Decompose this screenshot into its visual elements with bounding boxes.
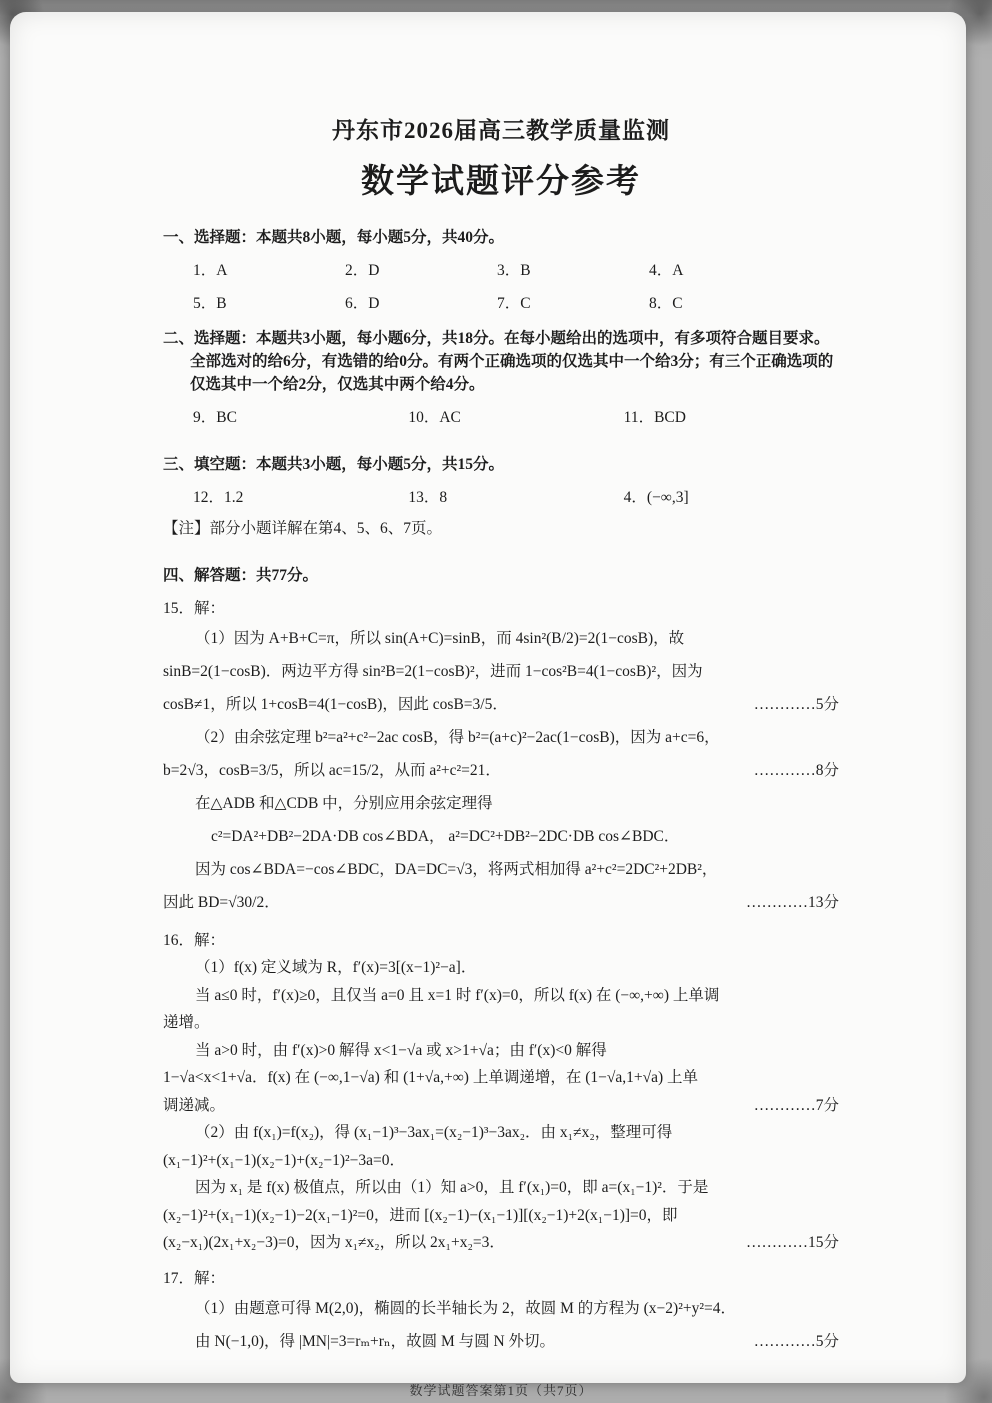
page-content — [10, 12, 966, 1398]
answer-item: 6．D — [345, 295, 380, 312]
solution-line — [163, 1147, 839, 1175]
answer-item: 10．AC — [408, 409, 461, 426]
solution-text: 由 N(−1,0)，得 |MN|=3=rₘ+rₙ，故圆 M 与圆 N 外切。 — [195, 1332, 556, 1350]
solution-line — [163, 1009, 839, 1037]
page-subtitle: 数学试题评分参考 — [361, 164, 641, 200]
solution-text: sinB=2(1−cosB)．两边平方得 sin²B=2(1−cosB)²，进而 1−cos²B=4(1−cosB)²，因为 — [163, 663, 703, 680]
answer-item: 5．B — [193, 295, 227, 312]
page-footer: 数学试题答案第1页（共7页） — [409, 1382, 593, 1398]
answer-item: 2．D — [345, 262, 380, 279]
score-mark: …………5分 — [753, 696, 839, 713]
problem17-label: 17．解： — [163, 1269, 226, 1287]
section1-answers-row2 — [163, 293, 839, 315]
solution-line — [163, 820, 839, 853]
solution-text: b=2√3，cosB=3/5，所以 ac=15/2，从而 a²+c²=21． — [163, 762, 501, 779]
solution-text: cosB≠1，所以 1+cosB=4(1−cosB)，因此 cosB=3/5． — [163, 696, 508, 713]
problem16-solution — [163, 954, 839, 1257]
answer-item: 9．BC — [193, 409, 237, 426]
solution-line — [163, 688, 839, 721]
solution-line — [163, 622, 839, 655]
solution-line — [163, 886, 839, 919]
answer-item: 4．A — [649, 262, 684, 279]
solution-text: （1）因为 A+B+C=π，所以 sin(A+C)=sinB，而 4sin²(B/2)=2(1−cosB)，故 — [195, 630, 685, 647]
problem15-label: 15．解： — [163, 600, 226, 617]
paper-sheet — [10, 12, 966, 1398]
score-mark: …………13分 — [745, 894, 839, 911]
solution-text: 因此 BD=√30/2． — [163, 894, 280, 911]
section3-answers — [163, 487, 839, 509]
solution-line — [163, 1229, 839, 1257]
solution-text: （2）由余弦定理 b²=a²+c²−2ac cosB，得 b²=(a+c)²−2ac(1−cosB)，因为 a+c=6， — [195, 729, 720, 746]
problem17-solution — [163, 1292, 839, 1358]
answer-item: 4．(−∞,3] — [623, 489, 689, 506]
solution-text: （1）由题意可得 M(2,0)，椭圆的长半轴长为 2，故圆 M 的方程为 (x−2)²+y²=4． — [195, 1299, 736, 1317]
solution-text: 因为 cos∠BDA=−cos∠BDC，DA=DC=√3，将两式相加得 a²+c²=2DC²+2DB²， — [195, 861, 718, 878]
solution-line — [163, 853, 839, 886]
solution-text: 当 a>0 时，由 f′(x)>0 解得 x<1−√a 或 x>1+√a；由 f′(x)<0 解得 — [195, 1041, 607, 1059]
solution-text: 当 a≤0 时，f′(x)≥0，且仅当 a=0 且 x=1 时 f′(x)=0，所以 f(x) 在 (−∞,+∞) 上单调 — [195, 986, 720, 1004]
score-mark: …………5分 — [753, 1332, 839, 1350]
solution-line — [163, 721, 839, 754]
detail-note: 【注】部分小题详解在第4、5、6、7页。 — [163, 520, 443, 537]
solution-line — [163, 982, 839, 1010]
solution-text: （1）f(x) 定义域为 R，f′(x)=3[(x−1)²−a]． — [195, 959, 477, 976]
section2-answers — [163, 407, 839, 429]
solution-line — [163, 954, 839, 982]
solution-line — [163, 787, 839, 820]
section2-heading: 二、选择题：本题共3小题，每小题6分，共18分。在每小题给出的选项中，有多项符合题目要求。全部选对的给6分，有选错的给0分。有两个正确选项的仅选其中一个给3分；有三个正确选项的仅选其中一个给2分，仅选其中两个给4分。 — [163, 330, 834, 393]
solution-text: 1−√a<x<1+√a．f(x) 在 (−∞,1−√a) 和 (1+√a,+∞) 上单调递增，在 (1−√a,1+√a) 上单 — [163, 1069, 699, 1086]
solution-line — [163, 754, 839, 787]
solution-text: （2）由 f(x₁)=f(x₂)，得 (x₁−1)³−3ax₁=(x₂−1)³−3ax₂．由 x₁≠x₂，整理可得 — [195, 1124, 673, 1141]
solution-line — [163, 1292, 839, 1325]
solution-line — [163, 1092, 839, 1120]
solution-line — [163, 1325, 839, 1358]
answer-item: 12．1.2 — [193, 489, 244, 506]
score-mark: …………8分 — [753, 762, 839, 779]
solution-text: (x₂−x₁)(2x₁+x₂−3)=0，因为 x₁≠x₂，所以 2x₁+x₂=3． — [163, 1234, 505, 1251]
section4-heading: 四、解答题：共77分。 — [163, 567, 319, 584]
solution-text: 调递减。 — [163, 1096, 226, 1114]
answer-item: 8．C — [649, 295, 683, 312]
answer-item: 11．BCD — [623, 409, 686, 426]
solution-line — [163, 1119, 839, 1147]
answer-item: 1．A — [193, 262, 228, 279]
problem16-label: 16．解： — [163, 932, 226, 949]
solution-line — [163, 1064, 839, 1092]
score-mark: …………15分 — [745, 1234, 839, 1251]
problem15-solution — [163, 622, 839, 919]
answer-item: 3．B — [497, 262, 531, 279]
section1-answers-row1 — [163, 260, 839, 282]
solution-line — [163, 1202, 839, 1230]
solution-text: 递增。 — [163, 1014, 210, 1031]
answer-item: 13．8 — [408, 489, 448, 506]
solution-text: 因为 x₁ 是 f(x) 极值点，所以由（1）知 a>0，且 f′(x₁)=0，即 a=(x₁−1)²．于是 — [195, 1179, 709, 1196]
answer-item: 7．C — [497, 295, 531, 312]
section3-heading: 三、填空题：本题共3小题，每小题5分，共15分。 — [163, 456, 505, 473]
section1-heading: 一、选择题：本题共8小题，每小题5分，共40分。 — [163, 229, 505, 246]
solution-text: (x₂−1)²+(x₁−1)(x₂−1)−2(x₁−1)²=0，进而 [(x₂−1)−(x₁−1)][(x₂−1)+2(x₁−1)]=0，即 — [163, 1206, 678, 1224]
page-title: 丹东市2026届高三教学质量监测 — [332, 118, 670, 143]
solution-text: c²=DA²+DB²−2DA·DB cos∠BDA， a²=DC²+DB²−2DC·DB cos∠BDC． — [211, 828, 680, 845]
score-mark: …………7分 — [753, 1096, 839, 1114]
solution-line — [163, 1174, 839, 1202]
solution-line — [163, 1037, 839, 1065]
solution-text: (x₁−1)²+(x₁−1)(x₂−1)+(x₂−1)²−3a=0． — [163, 1151, 406, 1169]
solution-text: 在△ADB 和△CDB 中，分别应用余弦定理得 — [195, 795, 493, 812]
solution-line — [163, 655, 839, 688]
